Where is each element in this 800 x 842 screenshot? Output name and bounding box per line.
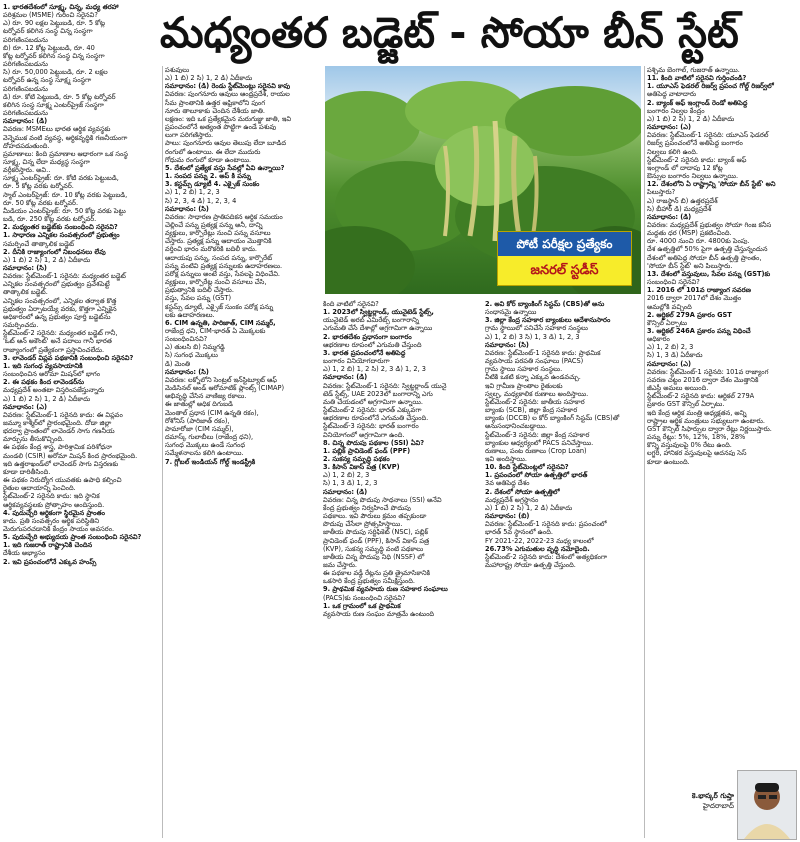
text-line: సమాధానం: (డి)	[323, 373, 368, 382]
text-line: ఇది కేంద్ర ఆర్థిక మంత్రి అధ్యక్షతన, అన్ని	[647, 408, 747, 417]
text-line: సమర్పించే తాత్కాలిక బడ్జెట్	[3, 239, 75, 248]
text-line: 1. 2023లో స్విట్జర్లాండ్, యునైటెడ్ స్టేట్స్,	[323, 308, 434, 317]
text-line: సి) 2, 3, 4 డి) 1, 2, 3, 4	[165, 196, 237, 205]
text-line: పిలుస్తారు?	[647, 188, 676, 197]
text-line: వస్తు, సేవల పన్ను (GST)	[165, 294, 232, 303]
text-line: వివరణ: స్టేట్‌మెంట్-1 సరైనది కాదు: ప్రాథమిక	[485, 348, 601, 357]
text-line: స్మాల్ ఎంటర్‌ప్రైజ్: రూ. 10 కోట్ల వరకు పెట్టుబడి,	[3, 190, 128, 199]
text-line: సి) సుగంధ మొక్కలు	[165, 351, 218, 360]
text-line: పశ్చిమ బెంగాల్, గుజరాత్ ఉన్నాయి.	[647, 66, 740, 74]
text-line: బంగారం నిల్వల కేంద్రం	[647, 106, 705, 115]
text-line: డి) మెంతి	[165, 359, 191, 368]
text-line: 2. ఇవి ప్రపంచంలోనే ఎక్కువ హంప్స్	[3, 557, 97, 566]
text-line: వివరణ: పుంగనూరు ఆవులు ఆంధ్రప్రదేశ్, రాయల	[165, 90, 290, 99]
text-line: రూ. 5 కోట్ల వరకు టర్నోవర్.	[3, 182, 74, 191]
text-line: జమ చేస్తారు.	[323, 561, 357, 569]
text-line: 1. పబ్లిక్ ప్రావిడెంట్ ఫండ్ (PPF)	[323, 446, 411, 455]
text-line: 2. మధ్యంతర బడ్జెట్‌కు సంబంధించి సరైనవి?	[3, 223, 118, 232]
text-line: రిజర్వ్ ప్రపంచంలోనే అతిపెద్ద బంగారం	[647, 139, 743, 148]
text-line: స్టేట్‌మెంట్-3 సరైనది: జిల్లా కేంద్ర సహకార	[485, 430, 590, 439]
text-line: రూ. 4000 నుంచి రూ. 4800కు పెంపు.	[647, 237, 750, 246]
text-line: 1. యూఎస్ ఫెడరల్ రిజర్వ్ ప్రపంచ గోల్డ్ రిజర్వ్‌లో	[647, 82, 774, 91]
text-line: ఇది ఉత్తరాఖండ్‌లో లావెండర్ సాగు విస్తరణకు	[3, 459, 119, 468]
text-line: సి) రూ. 50,000 పెట్టుబడి, రూ. 2 లక్షల	[3, 68, 108, 77]
section-label-bottom: జనరల్ స్టడీస్	[530, 263, 599, 278]
text-line: రంగులో ఉంటాయి. ఈ లేదా ముదురు	[165, 147, 261, 156]
text-line: సి) 1, 3 డి) 1, 2, 3	[323, 479, 378, 488]
text-line: 2. బ్యాంక్ ఆఫ్ ఇంగ్లాండ్ రెండో అతిపెద్ద	[647, 98, 748, 107]
text-line: పథకాలు. ఇవి పౌరులు క్రమం తప్పకుండా	[323, 512, 427, 521]
text-line: గ్రామ స్థాయిలో పనిచేసే సహకార సంస్థలు	[485, 324, 588, 333]
text-line: వివరణ: స్టేట్‌మెంట్-1 సరైనది: మధ్యంతర బడ్జెట్	[3, 272, 126, 281]
text-line: ఎ) 1 బి) 2 సి) 1, 2 డి) ఏదీకాదు	[3, 394, 91, 403]
text-line: ఎ) 1 బి) 2 సి) 1, 2 డి) ఏదీకాదు	[485, 503, 573, 512]
text-line: 1. సాధారణ ఎన్నికల సంవత్సరంలో ప్రభుత్వం	[3, 231, 120, 240]
text-line: ఇవి గ్రామీణ ప్రాంతాల రైతులకు	[485, 381, 563, 390]
text-line: 7. గ్లోబల్ ఇండియన్ గోల్డ్ ఇండస్ట్రీకి	[165, 457, 256, 466]
text-line: వివరణ: స్టేట్‌మెంట్-1 సరైనది కాదు: ఈ విప్లవం	[3, 410, 123, 419]
text-line: ఇవి అందిస్తాయి.	[485, 454, 527, 463]
text-line: పన్ను వంటివి ప్రత్యక్ష పన్నులకు ఉదాహరణలు.	[165, 261, 283, 270]
text-line: రైతుల ఆదాయాన్ని పెంచింది.	[3, 484, 76, 493]
text-line: పరిగణింపబడును	[3, 84, 48, 93]
text-line: ఎ) రాజస్థాన్ బి) ఉత్తరప్రదేశ్	[647, 196, 718, 205]
text-line: దేశ ఉత్పత్తిలో 50% పైగా ఉత్పత్తి చేస్తున్నందున	[647, 245, 768, 254]
text-line: 'ఓట్ ఆన్ అకౌంట్' అనే పదాలు గానీ భారత	[3, 337, 112, 346]
text-line: 2. అవి కోర్ బ్యాంకింగ్ సిస్టమ్ (CBS)తో అను	[485, 300, 605, 308]
text-line: తాత్కాలిక బడ్జెట్.	[3, 288, 48, 297]
text-line: పరోక్ష పన్నులు అంటే వస్తు, సేవలపై విధించేవి.	[165, 269, 281, 278]
text-line: కొన్ని వస్తువులపై 0% రేటు ఉంది.	[647, 441, 732, 450]
author-name: కె.భాస్కర్ గుప్తా	[691, 792, 734, 800]
text-line: సి) బీహార్ డి) మధ్యప్రదేశ్	[647, 204, 712, 213]
text-line: ఈ జాతుల్లో అధిక దిగుబడి	[165, 400, 233, 409]
text-line: పరిశ్రమల (MSME) గురించి సరైనవి?	[3, 11, 98, 20]
text-line: వెన్నెముక వంటి వ్యవస్థ, ఆర్థికవృద్ధికి గణనీయంగా	[3, 133, 128, 142]
text-line: 1. ఒక గ్రామంలో ఒక ప్రాథమిక	[323, 601, 401, 610]
text-line: సమాధానం: (సి)	[3, 264, 47, 272]
text-line: చేస్తారు. ప్రత్యక్ష పన్ను ఆదాయం మొత్తానికి	[165, 237, 272, 246]
text-line: సమాధానం: (సి)	[165, 367, 209, 376]
text-line: FY 2021-22, 2022-23 మధ్య కాలంలో	[485, 536, 594, 545]
text-line: (KVP), సుకన్య సమృద్ధి వంటి పథకాలు	[323, 544, 424, 553]
text-line: వినియోగంలో అగ్రగామిగా ఉంది.	[323, 430, 405, 439]
text-line: కలిగిన సంస్థ సూక్ష్మ ఎంటర్‌ప్రైజ్ సంస్థగా	[3, 100, 104, 109]
text-line: భారత్ 5వ స్థానంలో ఉంది.	[485, 528, 553, 537]
text-line: కాదు. ప్రతి సంవత్సరం ఆర్థిక పరిస్థితిని	[3, 516, 100, 525]
text-line: 2. సుకన్య సమృద్ధి పథకం	[323, 454, 390, 463]
text-line: 12. దేశంలోని ఏ రాష్ట్రాన్ని 'సోయా బీన్ స్టేట్' అని	[647, 180, 776, 189]
text-line: 5. దేశంలో ప్రత్యేక వస్తు సేవల్లో ఏవి ఉన్నాయి?	[165, 163, 285, 172]
text-line: ఎ) 1, 2 బి) 2, 3	[647, 343, 694, 352]
text-line: సమాధానం: (డి)	[323, 487, 368, 496]
text-line: జాతీయ చిన్న పొదుపు నిధి (NSSF) లో	[323, 552, 425, 561]
author-block	[691, 770, 796, 838]
text-line: సంధానమై ఉన్నాయి	[485, 308, 537, 317]
text-line: కూడా దారితీసింది.	[3, 467, 51, 476]
text-line: 3. లావెండర్ విప్లవ పథకానికి సంబంధించి సరైనవి?	[3, 353, 134, 362]
text-line: సమాధానం: (బి)	[485, 512, 530, 521]
text-line: 2. దీనికి రాజ్యాంగంలో నిబంధనలు లేవు	[3, 247, 106, 256]
text-line: జాతీయ పొదుపు సర్టిఫికెట్ (NSC), పబ్లిక్	[323, 528, 429, 537]
text-line: రుణాలు, పంట రుణాలు (Crop Loan)	[485, 446, 587, 455]
text-line: అతిపెద్ద వాటాదారు	[647, 90, 697, 99]
text-line: ఔన్సుల బంగారం నిల్వలు ఉన్నాయి.	[647, 172, 739, 181]
text-line: దోహదపడుతుంది.	[3, 141, 50, 150]
text-line: వివరణ: స్టేట్‌మెంట్-1 సరైనది: 101వ రాజ్యాంగ	[647, 367, 769, 376]
text-line: వీటికి ఒకటి కన్నా ఎక్కువ ఉండవచ్చు.	[485, 373, 581, 382]
text-line: గ్రామ స్థాయి సహకార సంస్థలు.	[485, 365, 563, 374]
text-line: GST కౌన్సిల్ సిఫార్సుల ద్వారా రేట్లు నిర్ణయిస్తారు.	[647, 424, 772, 433]
text-line: సమాధానం: (డి) రెండు స్టేట్‌మెంట్లు సరైనవి కావు	[165, 82, 291, 91]
text-line: 1. ప్రపంచంలో సోయా ఉత్పత్తిలో భారత్	[485, 471, 588, 480]
text-line: పరిగణింపబడును	[3, 35, 48, 44]
text-line: వ్యక్తులు, కార్పొరేట్ల నుంచి వసూలు చేసి,	[165, 278, 267, 287]
text-line: ఎ) రూ. 90 లక్షల పెట్టుబడి, రూ. 5 కోట్ల	[3, 19, 106, 28]
text-line: స్టేట్‌మెంట్-2 సరైనది: భారత్ ఎక్కువగా	[323, 406, 422, 415]
column-5	[647, 66, 798, 839]
text-line: 26.73% ఎగుమతుల వృద్ధి నమోదైంది.	[485, 544, 590, 553]
text-line: బంగారం వినియోగదారుగా	[323, 357, 390, 366]
text-line: 4. పుదుచ్చేరి ఆర్థికంగా స్థిరమైన ప్రాంతం	[3, 508, 105, 517]
column-divider	[644, 66, 645, 838]
text-line: మతి చేయడంలో అగ్రగామిగా ఉన్నాయి.	[323, 397, 423, 406]
text-line: సమ్మేళనాలను కలిగి ఉంటాయి.	[165, 449, 244, 458]
text-line: వివరణ: స్టేట్‌మెంట్-1 సరైనది: యూఎస్ ఫెడరల్	[647, 131, 769, 140]
text-line: రోశోనిస్ (పారిజాత్ రకం),	[165, 416, 230, 425]
text-line: అమల్లోకి వచ్చింది	[647, 302, 692, 311]
text-line: ఈ పథకం నిరుద్యోగ యువతకు ఉపాధి కల్పించి	[3, 476, 122, 485]
text-line: సీమ ప్రాంతానికి ఉత్తర ఆఫ్రికాలోని పుంగ	[165, 98, 266, 107]
text-line: ఎ) 1, 2 బి) 3 సి) 1, 3 డి) 1, 2, 3	[485, 332, 580, 341]
text-line: రాజేంద్ర ధని, CIM-భారత్ ఏ మొక్కలకు	[165, 327, 266, 335]
text-line: వ్యక్తులు, కార్పొరేట్లు నుంచి పన్ను వసూలు	[165, 229, 271, 238]
text-line: గోధుమ రంగులో కూడా ఉంటాయి.	[165, 155, 252, 164]
text-line: సమాధానం: (సి)	[165, 204, 209, 213]
text-line: పరిగణింపబడును	[3, 109, 48, 118]
text-line: ప్రకారం GST కౌన్సిల్ ఏర్పాటు.	[647, 400, 725, 409]
text-line: వివరణ: లక్నోలోని సెంట్రల్ ఇన్‌స్టిట్యూట్ ఆఫ్	[165, 375, 277, 384]
text-line: వర్తించి భారం మరొకరికి బదిలీ కాదు.	[165, 245, 257, 254]
text-line: ఎ) 1, 2 బి) 2, 3	[323, 471, 370, 480]
text-line: టర్నోవర్ కలిగిన సంస్థ చిన్న సంస్థగా	[3, 27, 93, 36]
text-line: ఇంగ్లాండ్ లో దాదాపు 12 కోట్ల	[647, 163, 723, 172]
text-line: ఎ) తులసి బి) నిమ్మగడ్డి	[165, 343, 225, 352]
text-line: 'సోయా బీన్ స్టేట్' అని పిలుస్తారు.	[647, 261, 733, 270]
text-line: రూ. 50 కోట్ల వరకు టర్నోవర్.	[3, 198, 79, 207]
author-city: హైదరాబాద్	[702, 802, 734, 810]
text-line: ఆర్థికవ్యవస్థలకు ప్రోత్సాహం అందిస్తుంది.	[3, 500, 105, 509]
text-line: జమ్మూ కాశ్మీర్‌లో ప్రారంభమైంది. దోడా జిల్లా	[3, 418, 112, 427]
text-line: జీఎస్టీ అమలు అయింది.	[647, 384, 709, 393]
text-line: మీడియం ఎంటర్‌ప్రైజ్: రూ. 50 కోట్ల వరకు పెట్టు	[3, 206, 126, 215]
text-line: స్టేట్‌మెంట్-2 సరైనది కాదు: ఇది స్థానిక	[3, 492, 100, 501]
text-line: మండలి (CSIR) అరోమా మిషన్ కింద ప్రారంభమైంది.	[3, 451, 138, 460]
author-photo	[737, 770, 797, 840]
text-line: ఎగుమతి చేసే దేశాల్లో అగ్రగామిగా ఉన్నాయి	[323, 324, 433, 333]
text-line: ఒకసారి కేంద్ర ప్రభుత్వం సమీక్షిస్తుంది.	[323, 577, 415, 586]
text-line: మద్దతు ధర (MSP) ప్రకటించింది.	[647, 229, 732, 238]
text-line: పన్ను రేట్లు: 5%, 12%, 18%, 28%	[647, 433, 746, 442]
text-line: 2. దేశంలో సోయా ఉత్పత్తిలో	[485, 487, 560, 496]
text-line: ప్రపంచంలోనే అత్యంత పొట్టిగా ఉండే పశువు	[165, 123, 277, 132]
text-line: డి) రూ. కోటి పెట్టుబడి, రూ. 5 కోట్ల టర్నోవర్	[3, 92, 116, 101]
text-line: 3. కిసాన్ వికాస్ పత్ర (KVP)	[323, 463, 400, 472]
text-line: 1. ఇది సుగంధ వ్యవసాయానికి	[3, 361, 83, 370]
text-line: మెంతాల్ ప్రధాన (CIM ఉన్నతి రకం),	[165, 408, 259, 417]
text-line: సమర్పించదు.	[3, 321, 39, 330]
text-line: 2. ఈ పథకం కింద లావెండర్‌ను	[3, 378, 85, 387]
text-line: బ్యాంకు (DCCB) ల కోర్ బ్యాంకింగ్ సిస్టమ్ (CBS)తో	[485, 414, 620, 423]
text-line: సమాధానం: (డి)	[647, 212, 692, 221]
text-line: ఈ పథకాల వడ్డీ రేట్లను ప్రతి త్రైమాసికానికి	[323, 569, 431, 578]
text-line: 8. చిన్న పొదుపు పథకాల (SSI) ఏవి?	[323, 438, 425, 447]
text-line: స్టేట్‌మెంట్-2 సరైనది: మధ్యంతర బడ్జెట్ గానీ,	[3, 329, 118, 338]
text-line: లకు ఉదాహరణలు.	[165, 310, 215, 319]
text-line: బ్యాంకు (SCB), జిల్లా కేంద్ర సహకార	[485, 406, 578, 415]
text-line: 1. సంపద పన్ను 2. అప్ కి పన్ను	[165, 172, 251, 181]
text-line: 5. పుదుచ్చేరి అభ్యుదయ ప్రాంత సంబంధించి సరైనవి?	[3, 533, 142, 542]
text-line: సంబంధించినవి?	[165, 335, 208, 344]
text-line: 2. ఆర్టికల్ 279A ప్రకారం GST	[647, 310, 732, 319]
text-line: కస్టమ్స్ డ్యూటీ, ఎక్సైజ్ సుంకం పరోక్ష పన్ను	[165, 302, 274, 311]
text-line: సవరణ చట్టం 2016 ద్వారా దేశం మొత్తానికి	[647, 375, 759, 384]
text-line: ఎ) 1, 2 బి) 1, 2, 3	[165, 188, 220, 197]
text-line: మహారాష్ట్ర సోయా ఉత్పత్తి చేస్తుంది.	[485, 561, 576, 569]
text-line: మార్పును తీసుకొచ్చింది.	[3, 435, 65, 444]
text-line: చెల్లించే పన్ను ప్రత్యక్ష పన్ను అనీ, దాన్ని	[165, 220, 263, 229]
text-line: సమాధానం: (డి)	[3, 117, 48, 126]
text-line: టర్నోవర్ ఉన్న సంస్థ సూక్ష్మ సంస్థగా	[3, 76, 92, 85]
text-line: పరిగణింపబడును	[3, 60, 48, 69]
text-line: స్టేట్‌మెంట్-2 సరైనది కాదు: దేశంలో అత్యధికంగా	[485, 552, 608, 561]
text-line: రాష్ట్రాల ఆర్థిక మంత్రులు సభ్యులుగా ఉంటారు.	[647, 416, 765, 425]
text-line: స్టేట్‌మెంట్-2 సరైనది: జాతీయ సహకార	[485, 397, 585, 406]
text-line: అనుసంధానించబడ్డాయి.	[485, 422, 548, 431]
text-line: ఎ) 1 బి) 2 సి) 1, 2 డి) ఏదీకాదు	[647, 114, 735, 123]
text-line: పాలు: పుంగనూరు ఆవుల తెలుపు లేదా బూడిద	[165, 139, 287, 148]
text-line: సమాధానం: (ఎ)	[647, 359, 691, 368]
text-line: సమాధానం: (ఎ)	[3, 402, 47, 411]
text-line: 13. దేశంలో వస్తువులు, సేవల పన్ను (GST)కు	[647, 269, 771, 278]
headline: మధ్యంతర బడ్జెట్ - సోయా బీన్ స్టేట్	[160, 8, 739, 57]
text-line: 3. జిల్లా కేంద్ర సహకార బ్యాంకులు ఆదేశానుసారం	[485, 316, 611, 325]
text-line: అధికారం	[647, 335, 670, 344]
text-line: వివరణ: మధ్యప్రదేశ్ ప్రభుత్వం సోయా గింజ కనీస	[647, 220, 772, 229]
text-line: టెడ్ స్టేట్స్, UAE 2023లో బంగారాన్ని ఎగు	[323, 389, 433, 398]
text-line: 3. కస్టమ్స్ డ్యూటీ 4. ఎక్సైజ్ సుంకం	[165, 180, 260, 189]
text-line: 1. ఇది గుజరాత్ రాష్ట్రానికి చెందిన	[3, 541, 93, 550]
column-2	[165, 66, 319, 839]
author-portrait-icon	[738, 771, 796, 839]
text-line: సూక్ష్మ, చిన్న లేదా మధ్యస్థ సంస్థగా	[3, 157, 90, 166]
text-line: బడి, రూ. 250 కోట్ల వరకు టర్నోవర్.	[3, 215, 97, 224]
text-line: 1. 2016 లో 101వ రాజ్యాంగ సవరణ	[647, 286, 751, 295]
text-line: ఎ) 1 బి) 2 సి) 1, 2 డి) ఏదీకాదు	[3, 255, 91, 264]
text-line: స్టేట్‌మెంట్-2 సరైనది కాదు: ఆర్టికల్ 279A	[647, 392, 755, 401]
text-line: వివరణ: స్టేట్‌మెంట్-1 సరైనది: స్విట్జర్లాండ్ యునై	[323, 381, 447, 390]
text-line: దేశంలో అతిపెద్ద సోయా బీన్ ఉత్పత్తి ప్రాంతం,	[647, 253, 762, 262]
text-line: సంబంధించిన అరోమా మిషన్‌లో భాగం	[3, 370, 101, 379]
text-line: (PACS)కు సంబంధించి సరైనవి?	[323, 593, 406, 602]
text-line: భదర్వా ప్రాంతంలో లావెండర్ సాగు గణనీయ	[3, 427, 115, 436]
text-line: కౌన్సిల్ ఏర్పాటు	[647, 318, 688, 327]
text-line: 10. కింది స్టేట్‌మెంట్లలో సరైనవి?	[485, 463, 569, 472]
text-line: మధ్యప్రదేశ్ అంతటా విస్తరింపజేస్తున్నారు	[3, 386, 105, 395]
text-line: 3వ అతిపెద్ద దేశం	[485, 479, 530, 488]
text-line: దమాస్క్ గులాబీలు (రాజేంద్ర ధని),	[165, 433, 254, 442]
text-line: నూరు తాలూకాకు చెందిన దేశీయ జాతి.	[165, 106, 265, 115]
text-line: స్టేట్‌మెంట్-3 సరైనది: భారత్ బంగారం	[323, 422, 419, 431]
text-line: 2. భారతదేశం ప్రధానంగా బంగారం	[323, 332, 412, 341]
text-line: ఆదాయపు పన్ను, సంపద పన్ను, కార్పొరేట్	[165, 253, 273, 262]
text-line: స్వల్ప, మధ్యకాలిక రుణాలు అందిస్తాయి.	[485, 389, 589, 398]
text-line: వివరణ: సాధారణ ప్రాతిపదికన ఆర్థిక సమయం	[165, 212, 283, 221]
text-line: ఎ) 1 బి) 2 సి) 1, 2 డి) ఏదీకాదు	[165, 74, 253, 83]
text-line: దేశీయ అభ్యాసం	[3, 549, 46, 558]
text-line: ఎన్నికల సంవత్సరంలో, ఎన్నికల తర్వాత కొత్త	[3, 296, 117, 305]
text-line: వ్యవసాయ పరపతి సంఘాలు (PACS)	[485, 357, 584, 366]
text-line: వర్గీకరిస్తారు. అవి..	[3, 166, 51, 175]
text-line: పశువులు	[165, 66, 190, 74]
text-line: పొదుపు చేసేలా ప్రోత్సహిస్తాయి.	[323, 520, 403, 529]
text-line: నిల్వలు కలిగి ఉంది.	[647, 147, 698, 156]
text-line: కేంద్ర ప్రభుత్వం నిర్వహించే పొదుపు	[323, 503, 411, 512]
text-line: ప్రావిడెంట్ ఫండ్ (PPF), కిసాన్ వికాస్ పత్ర	[323, 536, 430, 545]
text-line: బ్యాంకుల ఆధ్వర్యంలో PACS పనిచేస్తాయి.	[485, 438, 594, 447]
text-line: ఈ పథకం కేంద్ర శాస్త్ర, పారిశ్రామిక పరిశోధనా	[3, 443, 113, 452]
text-line: వివరణ: స్టేట్‌మెంట్-1 సరైనది కాదు: ప్రపంచంలో	[485, 520, 607, 529]
text-line: ఎన్నికల సంవత్సరంలో ప్రభుత్వం ప్రవేశపెట్టే	[3, 280, 110, 289]
text-line: 3. భారత ప్రపంచంలోనే అతిపెద్ద	[323, 348, 406, 357]
section-label	[497, 231, 632, 286]
text-line: సుగంధ మొక్కలు ఉండే సుగంధ	[165, 441, 246, 450]
text-line: ఆభరణాల రూపంలో ఎగుమతి చేస్తుంది	[323, 340, 422, 349]
text-line: 3. ఆర్టికల్ 246A ప్రకారం పన్ను విధించే	[647, 327, 751, 335]
text-line: ఆభరణాల రూపంలోనే ఎగుమతి చేస్తుంది.	[323, 414, 429, 423]
text-line: స్టేట్‌మెంట్-2 సరైనది కాదు: బ్యాంక్ ఆఫ్	[647, 155, 747, 164]
text-line: కూడా ఉంటుంది.	[647, 457, 690, 466]
text-line: వివరణ: చిన్న పొదుపు సాధనాలు (SSI) అనేవి	[323, 495, 442, 504]
text-line: 6. CIM ఉన్నతి, పారిజాత్, CIM సమ్మర్,	[165, 318, 276, 327]
text-line: వివరణ: MSMEలు భారత ఆర్థిక వ్యవస్థకు	[3, 125, 111, 134]
text-line: కింది వాటిలో సరైనవి?	[323, 300, 379, 308]
text-line: 2016 ద్వారా 2017లో దేశం మొత్తం	[647, 294, 742, 303]
text-line: మెడిసినల్ అండ్ ఆరోమాటిక్ ప్లాంట్స్ (CIMAP)	[165, 384, 285, 393]
text-line: సి) 1, 3 డి) ఏదీకాదు	[647, 351, 703, 360]
text-line: ప్రభుత్వం ఏర్పాటయ్యే వరకు, కొత్తగా ఎన్నికైన	[3, 304, 117, 313]
text-line: సమాధానం: (ఎ)	[647, 123, 691, 132]
text-line: బి) రూ. 12 కోట్ల పెట్టుబడి, రూ. 40	[3, 43, 95, 52]
column-3	[323, 300, 481, 839]
text-line: అభివృద్ధి చేసిన వాణిజ్య రకాలు.	[165, 392, 247, 401]
column-1	[3, 3, 161, 839]
text-line: 1. భారతదేశంలో సూక్ష్మ, చిన్న, మధ్య తరహా	[3, 3, 119, 11]
column-divider	[162, 66, 163, 838]
text-line: 11. కింది వాటిలో సరైనవి గుర్తించండి?	[647, 74, 747, 83]
text-line: సూక్ష్మ ఎంటర్‌ప్రైజ్: రూ. కోటి వరకు పెట్టుబడి,	[3, 174, 119, 183]
section-label-top: పోటీ పరీక్షల ప్రత్యేకం	[498, 232, 631, 256]
text-line: 9. ప్రాథమిక వ్యవసాయ రుణ సహకార సంఘాలు	[323, 585, 448, 594]
text-line: వ్యవసాయ రుణ సంఘం మాత్రమే ఉంటుంది	[323, 609, 435, 618]
text-line: ప్రమాణాలు: కింది ప్రమాణాల ఆధారంగా ఒక సంస్థ	[3, 149, 129, 158]
text-line: యునైటెడ్ అరబ్ ఎమిరేట్స్ బంగారాన్ని	[323, 316, 420, 325]
text-line: లక్షణం: ఇది ఒక ప్రత్యేకమైన మరుగుజ్జు జాతి, ఇవి	[165, 114, 292, 123]
text-line: కోట్ల టర్నోవర్ కలిగిన సంస్థ చిన్న సంస్థగా	[3, 51, 105, 60]
text-line: లుగా పరిగణిస్తారు.	[165, 131, 214, 140]
text-line: అధికారంలో ఉన్న ప్రభుత్వం పూర్తి బడ్జెట్‌ను	[3, 312, 111, 321]
text-line: లగ్జరీ, హానికర వస్తువులపై అదనపు సెస్	[647, 449, 747, 458]
text-line: ప్రభుత్వానికి బదిలీ చేస్తారు.	[165, 286, 234, 295]
column-4	[485, 300, 643, 839]
text-line: రాజ్యాంగంలో ప్రత్యేకంగా ప్రస్తావించలేదు.	[3, 345, 105, 354]
text-line: సంబంధించి సరైనవి?	[647, 278, 700, 287]
text-line: మధ్యప్రదేశ్ అగ్రస్థానం	[485, 495, 539, 504]
text-line: సమాధానం: (సి)	[485, 340, 529, 349]
text-line: పామారోజా (CIM సమ్మర్),	[165, 424, 234, 433]
text-line: మెరుగుపరచడానికి కేంద్రం సాయం అవసరం.	[3, 525, 115, 533]
text-line: ఎ) 1, 2 బి) 1, 2 సి) 2, 3 డి) 1, 2, 3	[323, 365, 426, 374]
